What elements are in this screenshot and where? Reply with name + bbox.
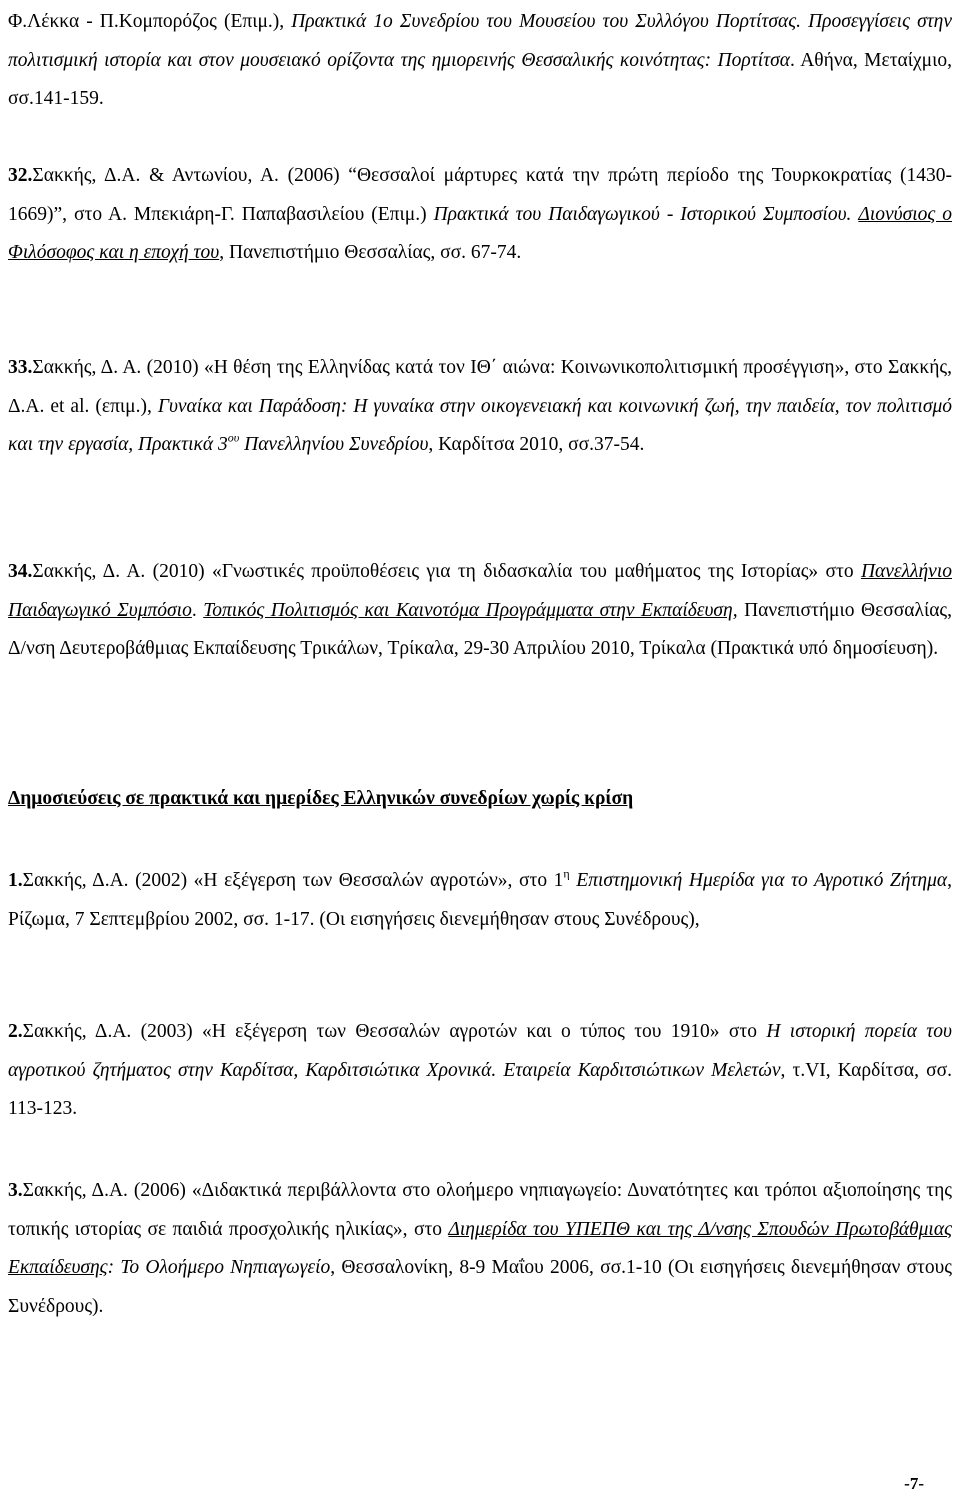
- pub-ordinal-superscript: η: [563, 866, 570, 881]
- pub-event-title: Επιστημονική Ημερίδα για το Αγροτικό Ζήτημα: [569, 870, 948, 891]
- page-number: -7-: [904, 1474, 924, 1493]
- ref-details: . Αθήνα, Μεταίχμιο, σσ.141-159.: [8, 49, 952, 109]
- pub-details: , Θεσσαλονίκη, 8-9 Μαΐου 2006, σσ.1-10 (Οι εισηγήσεις διενεμήθησαν στους Συνέδρους).: [8, 1257, 952, 1317]
- pub-theme-title: Το Ολοήμερο Νηπιαγωγείο: [120, 1257, 331, 1278]
- ref-details: , Καρδίτσα 2010, σσ.37-54.: [428, 434, 645, 455]
- ref-conference: Πανελληνίου Συνεδρίου: [239, 434, 429, 455]
- ref-details: , Πανεπιστήμιο Θεσσαλίας, σσ. 67-74.: [219, 242, 522, 263]
- reference-34: [8, 553, 952, 669]
- ref-book-title: Γυναίκα και Παράδοση: Η γυναίκα στην οικογενειακή και κοινωνική ζωή, την παιδεία, τον πολιτισμό και την εργασία, Πρακτικά 3: [8, 395, 952, 455]
- publication-3: [8, 1172, 952, 1326]
- ref-details: Πανεπιστήμιο Θεσσαλίας, Δ/νση Δευτεροβάθμιας Εκπαίδευσης Τρικάλων, Τρίκαλα, 29-30 Απριλίου 2010, Τρίκαλα (Πρακτικά υπό δημοσίευση).: [8, 599, 953, 659]
- ref-authors-title: Σακκής, Δ. Α. (2010) «Γνωστικές προϋποθέσεις για τη διδασκαλία του μαθήματος της Ιστορίας» στο: [32, 561, 861, 582]
- ref-title: Πρακτικά 1ο Συνεδρίου του Μουσείου του Συλλόγου Πορτίτσας. Προσεγγίσεις στην πολιτισμική ιστορία και στον μουσειακό ορίζοντα της ημιορεινής Θεσσαλικής κοινότητας: Πορτίτσα: [8, 11, 952, 71]
- pub-details: , τ.VI, Καρδίτσα, σσ. 113-123.: [8, 1059, 952, 1119]
- ref-symposium-title: Τοπικός Πολιτισμός και Καινοτόμα Προγράμματα στην Εκπαίδευση,: [203, 599, 738, 621]
- pub-authors-title: Σακκής, Δ.Α. (2003) «Η εξέγερση των Θεσσαλών αγροτών και ο τύπος του 1910» στο: [22, 1021, 767, 1042]
- ref-number: 33.: [8, 357, 33, 378]
- ref-authors-title: Σακκής, Δ. Α. (2010) «Η θέση της Ελληνίδας κατά τον ΙΘ΄ αιώνα: Κοινωνικοπολιτισμική προσέγγιση», στο Σακκής, Δ.Α. et al. (επιμ.),: [8, 357, 952, 417]
- publication-1: [8, 862, 952, 939]
- pub-source-title: Η ιστορική πορεία του αγροτικού ζητήματος στην Καρδίτσα, Καρδιτσιώτικα Χρονικά. Εταιρεία Καρδιτσιώτικων Μελετών: [8, 1021, 952, 1081]
- pub-separator: :: [107, 1257, 121, 1278]
- pub-authors-title: Σακκής, Δ.Α. (2002) «Η εξέγερση των Θεσσαλών αγροτών», στο 1: [22, 870, 564, 891]
- ref-symposium-title: Διονύσιος ο Φιλόσοφος και η εποχή του: [8, 203, 953, 263]
- ref-number: 32.: [8, 165, 33, 186]
- reference-31-continuation: [8, 3, 952, 119]
- pub-event-title: Διημερίδα του ΥΠΕΠΘ και της Δ/νσης Σπουδών Πρωτοβάθμιας Εκπαίδευσης: [8, 1218, 952, 1278]
- ref-ordinal-superscript: ου: [227, 430, 240, 445]
- pub-number: 3.: [8, 1180, 23, 1201]
- ref-number: 34.: [8, 561, 33, 582]
- section-heading: Δημοσιεύσεις σε πρακτικά και ημερίδες Ελληνικών συνεδρίων χωρίς κρίση: [8, 788, 634, 809]
- reference-33: [8, 349, 952, 465]
- pub-number: 1.: [8, 870, 23, 891]
- pub-details: , Ρίζωμα, 7 Σεπτεμβρίου 2002, σσ. 1-17. (Οι εισηγήσεις διενεμήθησαν στους Συνέδρους),: [8, 870, 952, 930]
- reference-32: [8, 157, 952, 273]
- ref-authors: Φ.Λέκκα - Π.Κομπορόζος (Επιμ.),: [8, 11, 292, 32]
- ref-authors-title: Σακκής, Δ.Α. & Αντωνίου, Α. (2006) “Θεσσαλοί μάρτυρες κατά την πρώτη περίοδο της Τουρκοκρατίας (1430-1669)”, στο Α. Μπεκιάρη-Γ. Παπαβασιλείου (Επιμ.): [8, 165, 952, 225]
- ref-symposium-name: Πανελλήνιο Παιδαγωγικό Συμπόσιο: [8, 561, 952, 621]
- ref-separator: .: [191, 599, 204, 621]
- publication-2: [8, 1013, 952, 1129]
- pub-authors-title: Σακκής, Δ.Α. (2006) «Διδακτικά περιβάλλοντα στο ολοήμερο νηπιαγωγείο: Δυνατότητες και τρόποι αξιοποίησης της τοπικής ιστορίας σε παιδιά προσχολικής ηλικίας», στο: [8, 1180, 952, 1240]
- pub-number: 2.: [8, 1021, 23, 1042]
- ref-proceedings: Πρακτικά του Παιδαγωγικού - Ιστορικού Συμποσίου.: [433, 203, 852, 225]
